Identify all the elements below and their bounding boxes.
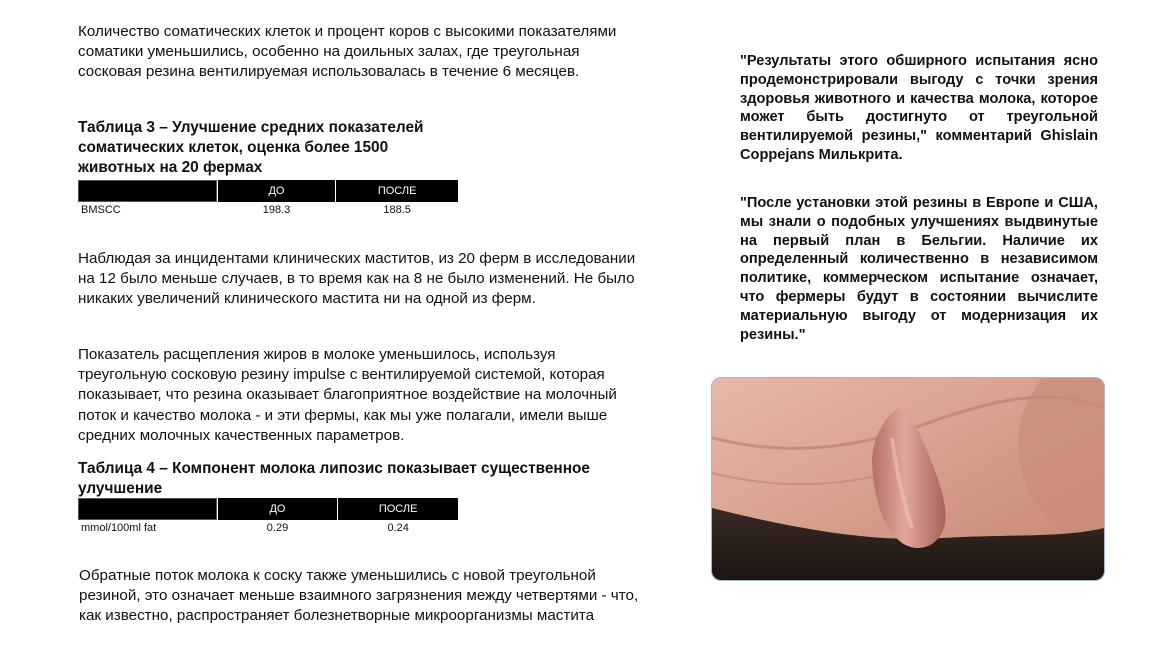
paragraph-backflow: Обратные поток молока к соску также уменьшились с новой треугольной резиной, это означает меньше взаимного загрязнения между четвертями - что, как известно, распространяет болезнетворные микроорганизмы мастита — [79, 567, 639, 625]
table4 — [78, 498, 459, 536]
table3 — [78, 180, 459, 218]
table-row — [78, 202, 459, 218]
quote-europe-usa: "После установки этой резины в Европе и США, мы знали о подобных улучшениях выдвинутые на первый план в Бельгии. Наличие их определенный количественно в независимом политике, коммерческом испытание означает, что фермеры будут в состоянии вычислите материальную выгоду от модернизация их резины." — [740, 195, 1098, 343]
quote-coppejans: "Результаты этого обширного испытания ясно продемонстрировали выгоду с точки зрения здоровья животного и качества молока, которое может быть достигнуто от треугольной вентилируемой резины," комментарий Ghislain Coppejans Милькрита. — [740, 53, 1098, 163]
table3-header-before: ДО — [217, 180, 336, 202]
table4-value-after: 0.24 — [387, 522, 409, 534]
table3-value-before: 198.3 — [262, 204, 291, 216]
table4-row-label: mmol/100ml fat — [81, 522, 157, 534]
clipped-top-line — [78, 0, 1078, 3]
table3-row-label: BMSCC — [81, 204, 121, 216]
table3-header-after: ПОСЛЕ — [336, 180, 459, 202]
table4-header-row — [78, 498, 459, 520]
table4-header-before: ДО — [217, 498, 338, 520]
table4-title: Таблица 4 – Компонент молока липозис показывает существенное улучшение — [78, 460, 590, 497]
teat-photo — [711, 377, 1105, 581]
clipped-top-text — [78, 0, 110, 1]
paragraph-clinical-mastitis: Наблюдая за инцидентами клинических маститов, из 20 ферм в исследовании на 12 было меньше случаев, в то время как на 8 не было изменений. Не было никаких увеличений клинического мастита ни на одной из ферм. — [78, 250, 636, 308]
table3-title: Таблица 3 – Улучшение средних показателей соматических клеток, оценка более 1500 животных на 20 фермах — [78, 119, 424, 176]
teat-photo-illustration — [712, 378, 1104, 580]
table4-header-blank — [78, 498, 217, 520]
table3-value-after: 188.5 — [383, 204, 411, 216]
table3-header-blank — [78, 180, 217, 202]
table4-header-after: ПОСЛЕ — [338, 498, 459, 520]
paragraph-somatic-cells: Количество соматических клеток и процент коров с высокими показателями соматики уменьшились, особенно на доильных залах, где треугольная сосковая резина вентилируемая использовалась в течение 6 месяцев. — [78, 23, 617, 81]
paragraph-lipolysis: Показатель расщепления жиров в молоке уменьшилось, используя треугольную сосковую резину impulse с вентилируемой системой, которая показывает, что резина оказывает благоприятное воздействие на молочный поток и качество молока - и эти фермы, как мы уже полагали, имели выше средних молочных качественных параметров. — [78, 346, 617, 444]
table3-header-row — [78, 180, 459, 202]
table4-value-before: 0.29 — [266, 522, 289, 534]
table-row — [78, 520, 459, 536]
